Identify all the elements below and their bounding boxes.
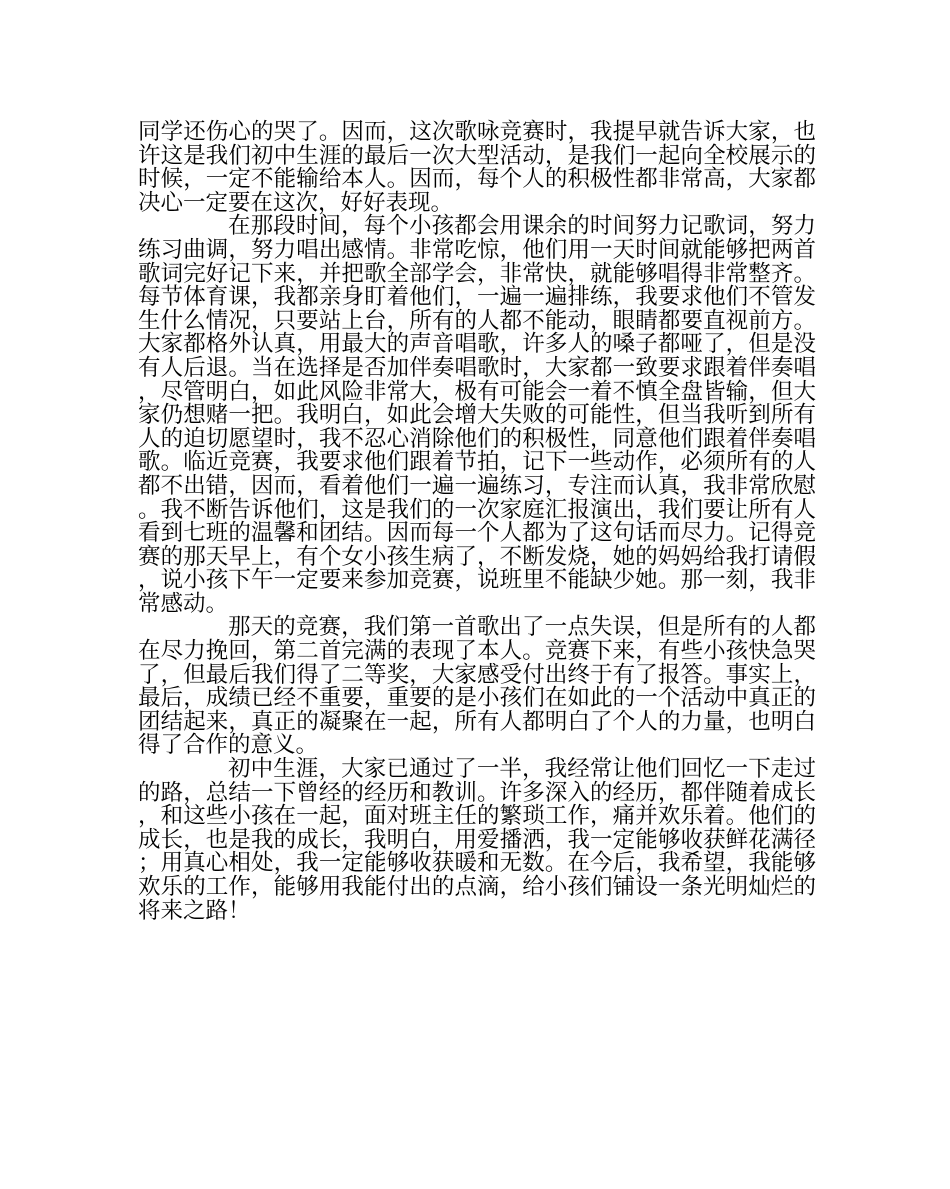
- paragraph-1: 同学还伤心的哭了。因而，这次歌咏竞赛时，我提早就告诉大家，也许这是我们初中生涯的最后一次大型活动，是我们一起向全校展示的时候，一定不能输给本人。因而，每个人的积极性都非常高，大家都决心一定要在这次，好好表现。: [138, 119, 816, 216]
- paragraph-4: 初中生涯，大家已通过了一半，我经常让他们回忆一下走过的路，总结一下曾经的经历和教训。许多深入的经历，都伴随着成长，和这些小孩在一起，面对班主任的繁琐工作，痛并欢乐着。他们的成长，也是我的成长，我明白，用爱播洒，我一定能够收获鲜花满径；用真心相处，我一定能够收获暖和无数。在今后，我希望，我能够欢乐的工作，能够用我能付出的点滴，给小孩们铺设一条光明灿烂的将来之路！: [138, 756, 816, 924]
- document-page: [138, 121, 816, 923]
- paragraph-3: 那天的竞赛，我们第一首歌出了一点失误，但是所有的人都在尽力挽回，第二首完满的表现了本人。竞赛下来，有些小孩快急哭了，但最后我们得了二等奖，大家感受付出终于有了报答。事实上，最后，成绩已经不重要，重要的是小孩们在如此的一个活动中真正的团结起来，真正的凝聚在一起，所有人都明白了个人的力量，也明白得了合作的意义。: [138, 614, 816, 759]
- paragraph-2: 在那段时间，每个小孩都会用课余的时间努力记歌词，努力练习曲调，努力唱出感情。非常吃惊，他们用一天时间就能够把两首歌词完好记下来，并把歌全部学会，非常快，就能够唱得非常整齐。每节体育课，我都亲身盯着他们，一遍一遍排练，我要求他们不管发生什么情况，只要站上台，所有的人都不能动，眼睛都要直视前方。大家都格外认真，用最大的声音唱歌，许多人的嗓子都哑了，但是没有人后退。当在选择是否加伴奏唱歌时，大家都一致要求跟着伴奏唱，尽管明白，如此风险非常大，极有可能会一着不慎全盘皆输，但大家仍想赌一把。我明白，如此会增大失败的可能性，但当我听到所有人的迫切愿望时，我不忍心消除他们的积极性，同意他们跟着伴奏唱歌。临近竞赛，我要求他们跟着节拍，记下一些动作，必须所有的人都不出错，因而，看着他们一遍一遍练习，专注而认真，我非常欣慰。我不断告诉他们，这是我们的一次家庭汇报演出，我们要让所有人看到七班的温馨和团结。因而每一个人都为了这句话而尽力。记得竞赛的那天早上，有个女小孩生病了，不断发烧，她的妈妈给我打请假，说小孩下午一定要来参加竞赛，说班里不能缺少她。那一刻，我非常感动。: [138, 213, 816, 617]
